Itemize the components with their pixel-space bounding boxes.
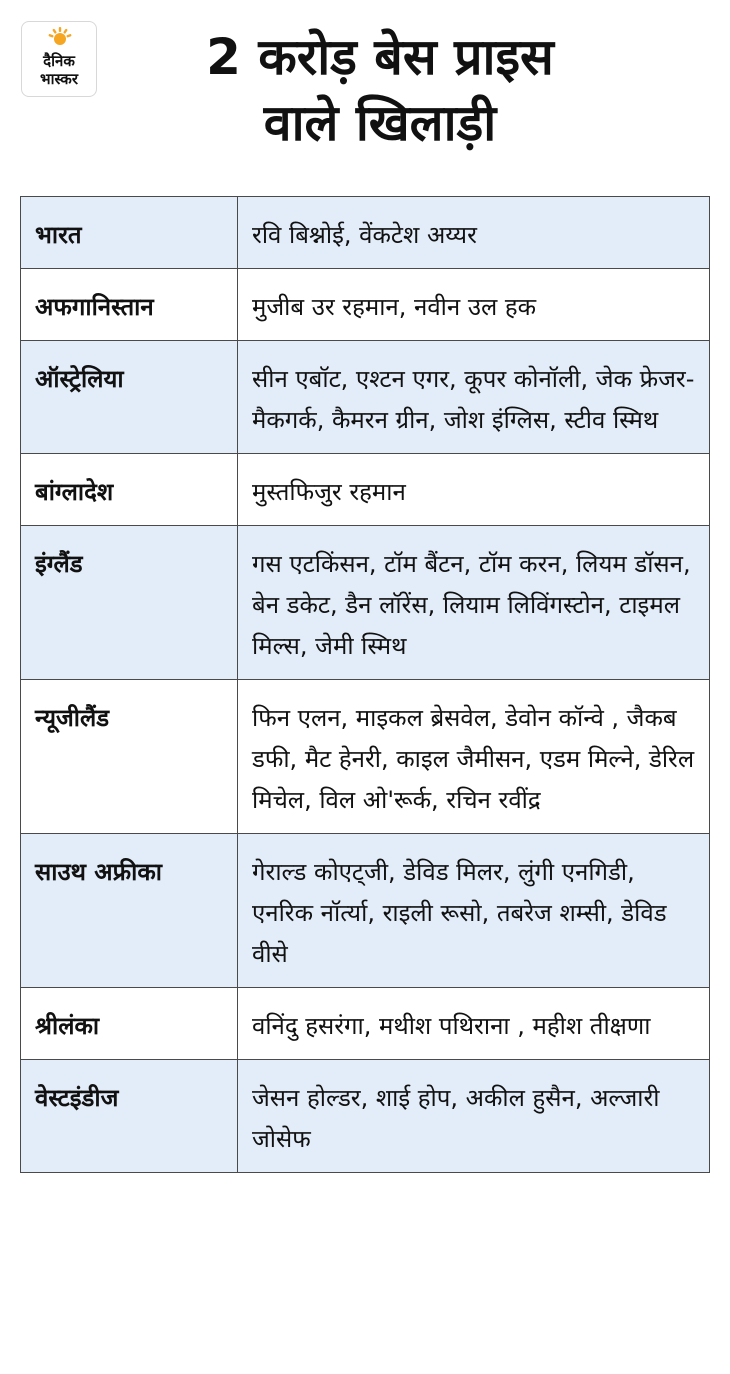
players-table	[20, 196, 710, 1173]
country-cell: वेस्टइंडीज	[21, 1060, 238, 1173]
header	[0, 0, 730, 190]
page-title	[110, 24, 650, 156]
players-cell: सीन एबॉट, एश्टन एगर, कूपर कोनॉली, जेक फ्रेजर-मैकगर्क, कैमरन ग्रीन, जोश इंग्लिस, स्टीव स्मिथ	[238, 341, 710, 454]
players-cell: वनिंदु हसरंगा, मथीश पथिराना , महीश तीक्षणा	[238, 988, 710, 1060]
table-row	[21, 526, 710, 680]
table-row	[21, 680, 710, 834]
players-cell: रवि बिश्नोई, वेंकटेश अय्यर	[238, 197, 710, 269]
table-row	[21, 197, 710, 269]
players-cell: गस एटकिंसन, टॉम बैंटन, टॉम करन, लियम डॉसन, बेन डकेट, डैन लॉरेंस, लियाम लिविंगस्टोन, टाइमल मिल्स, जेमी स्मिथ	[238, 526, 710, 680]
table-row	[21, 1060, 710, 1173]
table-row	[21, 341, 710, 454]
title-line-2: वाले खिलाड़ी	[263, 94, 497, 152]
country-cell: ऑस्ट्रेलिया	[21, 341, 238, 454]
country-cell: बांग्लादेश	[21, 454, 238, 526]
table-row	[21, 269, 710, 341]
country-cell: भारत	[21, 197, 238, 269]
country-cell: साउथ अफ्रीका	[21, 834, 238, 988]
country-cell: अफगानिस्तान	[21, 269, 238, 341]
table-row	[21, 834, 710, 988]
table-row	[21, 988, 710, 1060]
table-row	[21, 454, 710, 526]
country-cell: न्यूजीलैंड	[21, 680, 238, 834]
players-cell: मुस्तफिजुर रहमान	[238, 454, 710, 526]
players-cell: फिन एलन, माइकल ब्रेसवेल, डेवोन कॉन्वे , जैकब डफी, मैट हेनरी, काइल जैमीसन, एडम मिल्ने, डेरिल मिचेल, विल ओ'रूर्क, रचिन रवींद्र	[238, 680, 710, 834]
title-line-1: 2 करोड़ बेस प्राइस	[206, 28, 554, 86]
players-cell: मुजीब उर रहमान, नवीन उल हक	[238, 269, 710, 341]
players-cell: जेसन होल्डर, शाई होप, अकील हुसैन, अल्जारी जोसेफ	[238, 1060, 710, 1173]
players-cell: गेराल्ड कोएट्जी, डेविड मिलर, लुंगी एनगिडी, एनरिक नॉर्त्या, राइली रूसो, तबरेज शम्सी, डेविड वीसे	[238, 834, 710, 988]
logo-line-1: दैनिक	[43, 52, 75, 70]
dainik-bhaskar-logo	[21, 21, 97, 97]
country-cell: श्रीलंका	[21, 988, 238, 1060]
logo-line-2: भास्कर	[40, 70, 78, 88]
country-cell: इंग्लैंड	[21, 526, 238, 680]
